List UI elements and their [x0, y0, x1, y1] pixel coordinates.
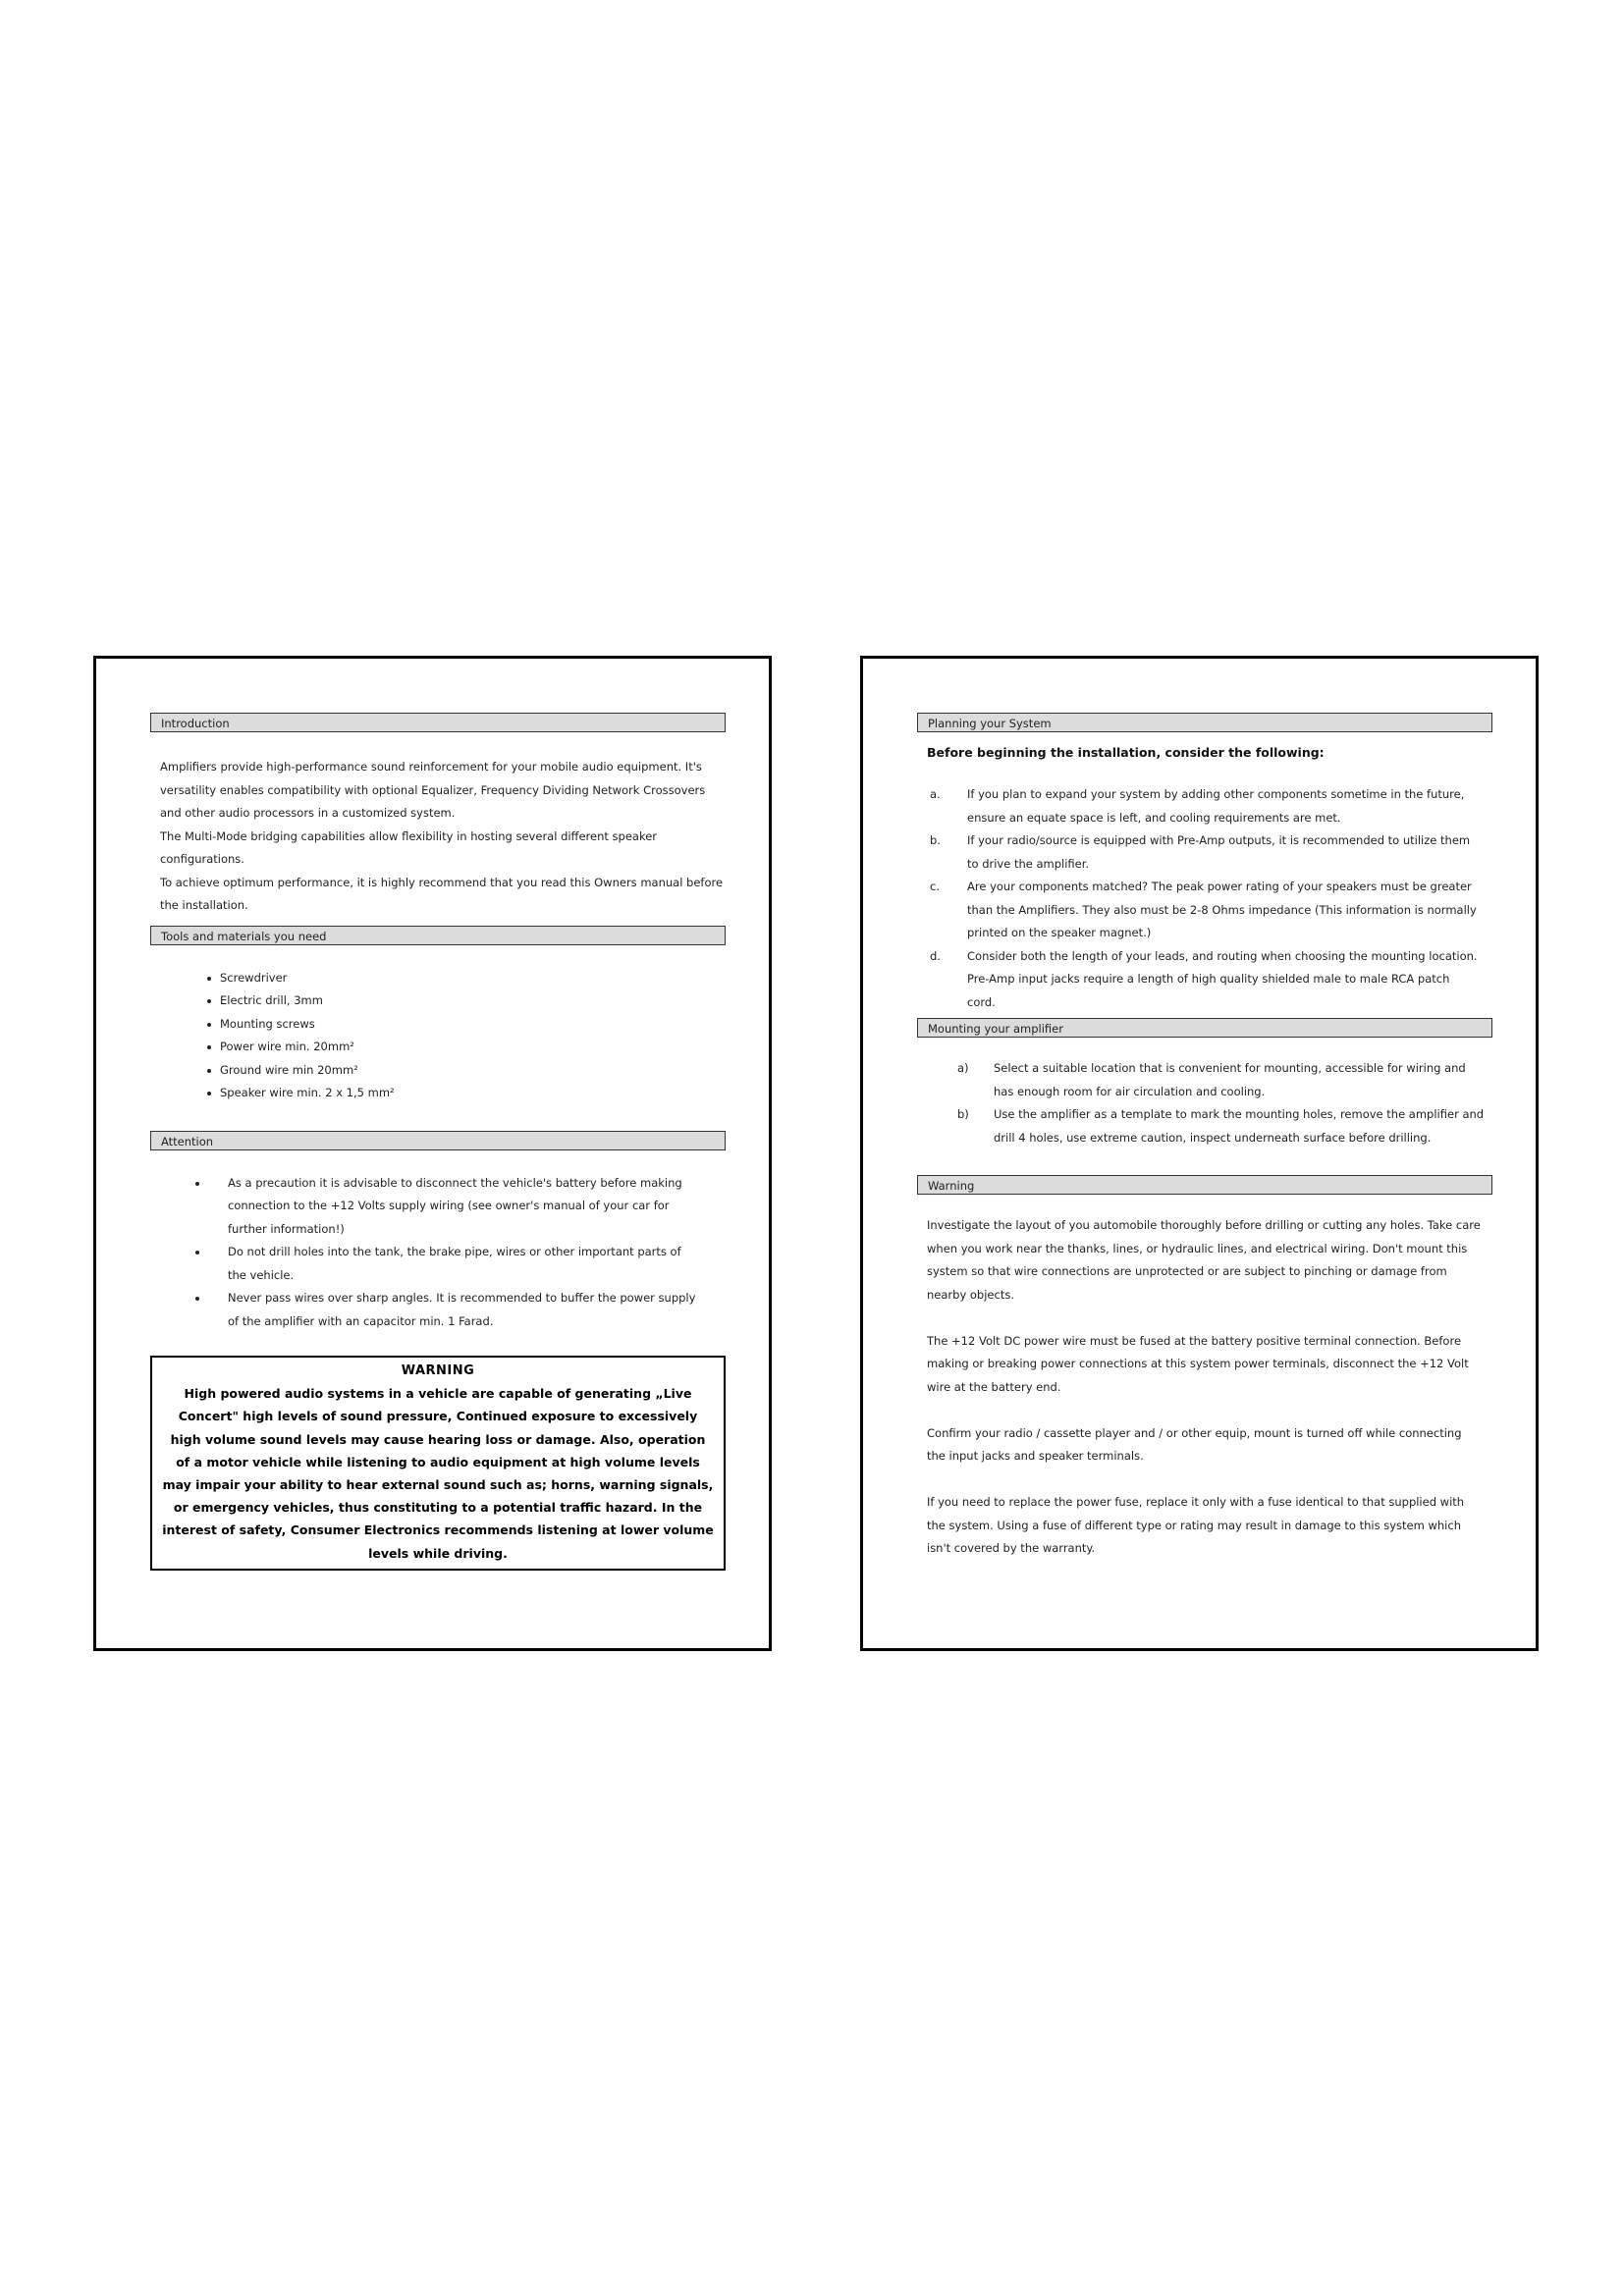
list-marker: b) — [957, 1107, 969, 1121]
attention-list — [150, 1172, 701, 1334]
attention-item-text: As a precaution it is advisable to disconnect the vehicle's battery before making connection to the +12 Volts supply wiring (see owner's manual of your car for further information!) — [228, 1175, 682, 1236]
bullet-icon — [207, 1092, 211, 1095]
list-marker: b. — [930, 833, 941, 847]
list-item — [207, 1082, 726, 1105]
tool-item-label: Electric drill, 3mm — [220, 993, 323, 1007]
mounting-heading: Mounting your amplifier — [917, 1018, 1492, 1038]
left-page — [93, 656, 772, 1651]
warning-box-title: WARNING — [401, 1363, 475, 1378]
list-item — [930, 945, 1480, 1015]
list-item — [930, 829, 1480, 876]
planning-intro: Before beginning the installation, consider the following: — [927, 745, 1325, 760]
bullet-icon — [195, 1182, 199, 1186]
planning-item-text: If your radio/source is equipped with Pre-Amp outputs, it is recommended to utilize them to drive the amplifier. — [967, 833, 1471, 871]
warning-box-text: High powered audio systems in a vehicle are capable of generating „Live Concert" high levels of sound pressure, Continued exposure to excessively high volume sound levels may cause hearing loss or damage. Also, operation of a motor vehicle while listening to audio equipment at high volume levels may impair your ability to hear external sound such as; horns, warning signals, or emergency vehicles, thus constituting to a potential traffic hazard. In the interest of safety, Consumer Electronics recommends listening at lower volume levels while driving. — [162, 1386, 714, 1561]
tool-item-label: Screwdriver — [220, 970, 288, 985]
list-item — [957, 1057, 1488, 1103]
attention-item-text: Never pass wires over sharp angles. It is recommended to buffer the power supply of the amplifier with an capacitor min. 1 Farad. — [228, 1291, 696, 1328]
list-item — [207, 989, 726, 1013]
list-marker: a) — [957, 1061, 969, 1075]
tools-list — [150, 967, 726, 1105]
tool-item-label: Speaker wire min. 2 x 1,5 mm² — [220, 1086, 395, 1099]
list-item — [195, 1172, 701, 1242]
right-page — [860, 656, 1539, 1651]
bullet-icon — [207, 1023, 211, 1027]
introduction-text — [150, 756, 726, 918]
list-marker: c. — [930, 880, 940, 893]
warning-paragraph: Confirm your radio / cassette player and / or other equip, mount is turned off while connecting the input jacks and speaker terminals. — [927, 1425, 1462, 1463]
bullet-icon — [207, 999, 211, 1003]
warning-box — [150, 1356, 726, 1571]
introduction-paragraph: The Multi-Mode bridging capabilities allow flexibility in hosting several different speaker configurations. — [160, 828, 658, 866]
bullet-icon — [207, 1045, 211, 1049]
planning-item-text: Consider both the length of your leads, and routing when choosing the mounting location. Pre-Amp input jacks require a length of high quality shielded male to male RCA patch cord. — [967, 948, 1478, 1009]
list-item — [207, 1059, 726, 1083]
bullet-icon — [195, 1297, 199, 1301]
list-item — [207, 967, 726, 990]
bullet-icon — [207, 977, 211, 981]
list-item — [930, 783, 1480, 829]
bullet-icon — [195, 1251, 199, 1255]
planning-item-text: Are your components matched? The peak power rating of your speakers must be greater than the Amplifiers. They also must be 2-8 Ohms impedance (This information is normally printed on the speaker magnet.) — [967, 880, 1477, 939]
tools-heading: Tools and materials you need — [150, 926, 726, 945]
tool-item-label: Mounting screws — [220, 1016, 315, 1031]
warning-heading: Warning — [917, 1175, 1492, 1195]
list-item — [207, 1036, 726, 1059]
warning-paragraph: Investigate the layout of you automobile thoroughly before drilling or cutting any holes. Take care when you work near the thanks, lines, or hydraulic lines, and electrical wiring. Don't mount this system so that wire connections are unprotected or are subject to pinching or damage from nearby objects. — [927, 1218, 1481, 1302]
tool-item-label: Ground wire min 20mm² — [220, 1062, 358, 1077]
introduction-paragraph: Amplifiers provide high-performance sound reinforcement for your mobile audio equipment. It's versatility enables compatibility with optional Equalizer, Frequency Dividing Network Crossovers and other audio processors in a customized system. — [160, 760, 706, 820]
list-item — [195, 1241, 701, 1287]
introduction-heading: Introduction — [150, 713, 726, 732]
list-item — [207, 1013, 726, 1037]
introduction-paragraph: To achieve optimum performance, it is highly recommend that you read this Owners manual before the installation. — [160, 875, 724, 912]
warning-paragraph: If you need to replace the power fuse, replace it only with a fuse identical to that supplied with the system. Using a fuse of different type or rating may result in damage to this system which isn't covered by the warranty. — [927, 1495, 1465, 1555]
warning-paragraph: The +12 Volt DC power wire must be fused at the battery positive terminal connection. Before making or breaking power connections at this system power terminals, disconnect the +12 Volt wire at the battery end. — [927, 1333, 1469, 1394]
bullet-icon — [207, 1069, 211, 1073]
planning-heading: Planning your System — [917, 713, 1492, 732]
list-item — [957, 1103, 1488, 1149]
mounting-item-text: Select a suitable location that is convenient for mounting, accessible for wiring and has enough room for air circulation and cooling. — [994, 1061, 1466, 1098]
attention-heading: Attention — [150, 1131, 726, 1150]
list-item — [195, 1287, 701, 1333]
list-item — [930, 876, 1480, 945]
tool-item-label: Power wire min. 20mm² — [220, 1040, 354, 1053]
right-page-content — [917, 713, 1492, 1561]
planning-list — [917, 783, 1480, 1014]
list-marker: d. — [930, 948, 941, 963]
mounting-item-text: Use the amplifier as a template to mark the mounting holes, remove the amplifier and drill 4 holes, use extreme caution, inspect underneath surface before drilling. — [994, 1107, 1485, 1145]
left-page-content — [150, 713, 726, 1571]
list-marker: a. — [930, 787, 941, 801]
warning-text — [917, 1214, 1482, 1561]
mounting-list — [917, 1057, 1488, 1149]
attention-item-text: Do not drill holes into the tank, the brake pipe, wires or other important parts of the vehicle. — [228, 1245, 681, 1282]
planning-item-text: If you plan to expand your system by adding other components sometime in the future, ensure an equate space is left, and cooling requirements are met. — [967, 787, 1465, 825]
